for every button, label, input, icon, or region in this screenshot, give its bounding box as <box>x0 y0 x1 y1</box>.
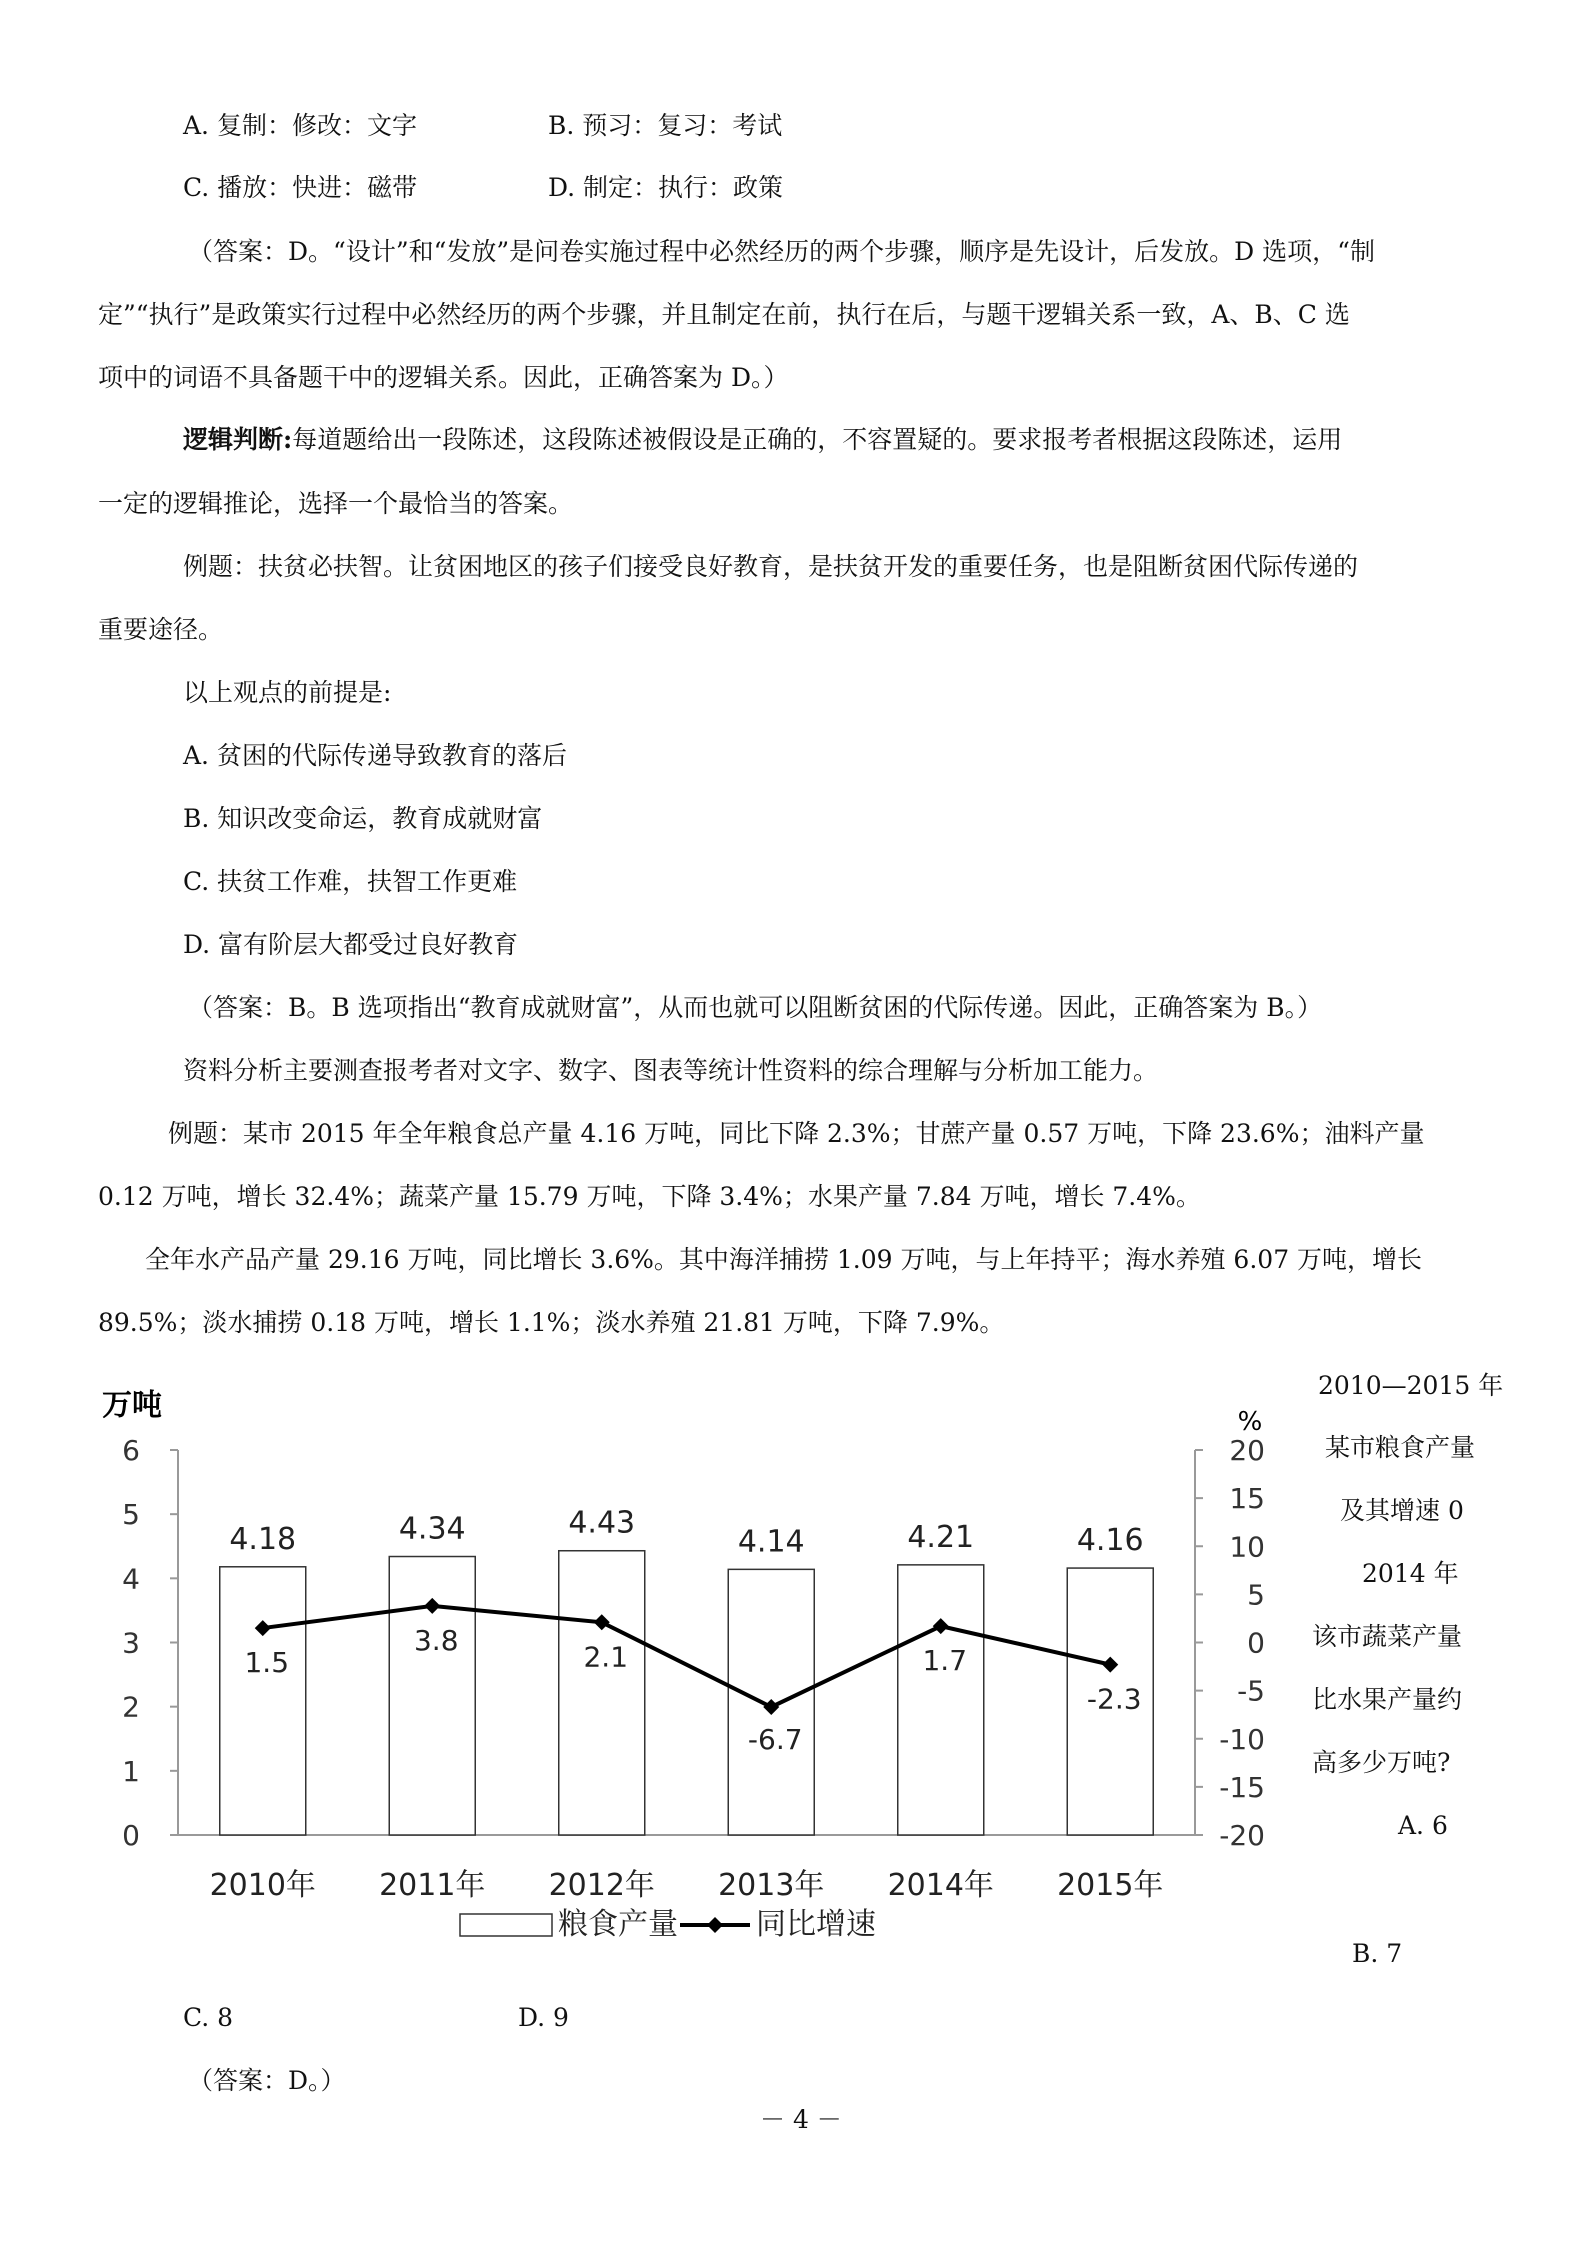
q1-answer-line3: 项中的词语不具备题干中的逻辑关系。因此，正确答案为 D。） <box>98 363 789 392</box>
side-question-line6: 比水果产量约 <box>1312 1685 1463 1714</box>
logic-intro-line1: 每道题给出一段陈述，这段陈述被假设是正确的，不容置疑的。要求报考者根据这段陈述，运用 <box>292 425 1343 454</box>
q1-option-b: B. 预习：复习：考试 <box>548 111 783 140</box>
chart-svg <box>90 1375 1265 1975</box>
x-tick-label: 2012年 <box>548 1868 655 1903</box>
legend-line-marker <box>707 1917 723 1933</box>
y-left-tick-label: 6 <box>122 1434 140 1467</box>
bar-grain-production <box>220 1567 306 1835</box>
y-left-tick-label: 0 <box>122 1819 140 1852</box>
side-question-line4: 2014 年 <box>1362 1559 1459 1588</box>
growth-rate-label: 1.7 <box>922 1644 968 1678</box>
growth-rate-label: 2.1 <box>583 1640 629 1674</box>
bar-value-label: 4.34 <box>398 1511 466 1547</box>
bar-value-label: 4.21 <box>907 1519 975 1555</box>
logic-option-a: A. 贫困的代际传递导致教育的落后 <box>183 741 567 770</box>
data-option-d: D. 9 <box>518 2003 569 2032</box>
y-axis-right-label: % <box>1237 1407 1263 1437</box>
q1-answer-line1: （答案：D。“设计”和“发放”是问卷实施过程中必然经历的两个步骤，顺序是先设计，后发放。D 选项，“制 <box>188 237 1375 266</box>
bar-value-label: 4.43 <box>568 1505 636 1541</box>
logic-heading: 逻辑判断: <box>183 425 293 454</box>
growth-rate-label: 1.5 <box>244 1646 290 1680</box>
data-example-line1: 例题：某市 2015 年全年粮食总产量 4.16 万吨，同比下降 2.3%；甘蔗产量 0.57 万吨，下降 23.6%；油料产量 <box>168 1119 1425 1148</box>
data-analysis-intro: 资料分析主要测查报考者对文字、数字、图表等统计性资料的综合理解与分析加工能力。 <box>183 1056 1159 1085</box>
y-right-tick-label: 5 <box>1247 1578 1265 1612</box>
x-tick-label: 2013年 <box>718 1868 825 1903</box>
x-tick-label: 2011年 <box>379 1868 486 1903</box>
bar-value-label: 4.16 <box>1076 1523 1144 1559</box>
y-right-tick-label: 15 <box>1229 1482 1265 1516</box>
y-right-tick-label: -15 <box>1219 1770 1265 1804</box>
data-example-line2: 0.12 万吨，增长 32.4%；蔬菜产量 15.79 万吨，下降 3.4%；水果产量 7.84 万吨，增长 7.4%。 <box>98 1182 1201 1211</box>
y-left-tick-label: 4 <box>122 1562 140 1596</box>
q1-option-c: C. 播放：快进：磁带 <box>183 173 418 202</box>
bar-value-label: 4.18 <box>229 1521 297 1557</box>
legend-line-label: 同比增速 <box>756 1907 876 1942</box>
growth-rate-label: -6.7 <box>747 1722 803 1756</box>
y-right-tick-label: -20 <box>1219 1819 1265 1852</box>
y-left-tick-label: 1 <box>122 1754 140 1788</box>
q1-option-a: A. 复制：修改：文字 <box>183 111 417 140</box>
bar-grain-production <box>898 1565 984 1835</box>
q1-answer-line2: 定”“执行”是政策实行过程中必然经历的两个步骤，并且制定在前，执行在后，与题干逻辑关系一致，A、B、C 选 <box>98 300 1350 329</box>
data-option-a: A. 6 <box>1398 1811 1448 1840</box>
y-axis-left-label: 万吨 <box>102 1388 162 1423</box>
data-example-line3: 全年水产品产量 29.16 万吨，同比增长 3.6%。其中海洋捕捞 1.09 万吨，与上年持平；海水养殖 6.07 万吨，增长 <box>145 1245 1423 1274</box>
x-tick-label: 2014年 <box>887 1868 994 1903</box>
side-question-line2: 某市粮食产量 <box>1325 1433 1476 1462</box>
page-number: － 4 － <box>760 2105 842 2134</box>
logic-answer: （答案：B。B 选项指出“教育成就财富”，从而也就可以阻断贫困的代际传递。因此，正确答案为 B。） <box>188 993 1323 1022</box>
data-answer: （答案：D。） <box>188 2066 346 2095</box>
bar-value-label: 4.14 <box>737 1524 805 1560</box>
logic-paragraph <box>183 424 1342 456</box>
growth-rate-label: -2.3 <box>1086 1682 1142 1716</box>
data-option-c: C. 8 <box>183 2003 234 2032</box>
logic-question: 以上观点的前提是: <box>183 678 392 707</box>
bar-grain-production <box>559 1551 645 1835</box>
logic-example-line1: 例题：扶贫必扶智。让贫困地区的孩子们接受良好教育，是扶贫开发的重要任务，也是阻断贫困代际传递的 <box>183 552 1359 581</box>
y-left-tick-label: 2 <box>122 1690 140 1724</box>
growth-rate-label: 3.8 <box>413 1623 459 1657</box>
logic-example-line2: 重要途径。 <box>98 615 224 644</box>
logic-option-d: D. 富有阶层大都受过良好教育 <box>183 930 519 959</box>
side-question-line1: 2010—2015 年 <box>1318 1371 1504 1400</box>
data-option-b: B. 7 <box>1352 1939 1403 1968</box>
y-right-tick-label: 0 <box>1247 1626 1265 1660</box>
y-left-tick-label: 5 <box>122 1498 140 1532</box>
logic-option-c: C. 扶贫工作难，扶智工作更难 <box>183 867 518 896</box>
logic-intro-line2: 一定的逻辑推论，选择一个最恰当的答案。 <box>98 489 574 518</box>
side-question-line5: 该市蔬菜产量 <box>1312 1622 1463 1651</box>
side-question-line7: 高多少万吨? <box>1312 1748 1451 1777</box>
legend-bar-label: 粮食产量 <box>558 1907 678 1942</box>
y-left-tick-label: 3 <box>122 1626 140 1660</box>
y-right-tick-label: 10 <box>1229 1530 1265 1564</box>
legend-bar-swatch <box>460 1914 552 1936</box>
side-question-line3: 及其增速 0 <box>1340 1496 1464 1525</box>
y-right-tick-label: -5 <box>1237 1674 1265 1708</box>
y-right-tick-label: -10 <box>1219 1722 1265 1756</box>
x-tick-label: 2015年 <box>1057 1868 1164 1903</box>
grain-production-chart <box>90 1375 1265 1975</box>
data-example-line4: 89.5%；淡水捕捞 0.18 万吨，增长 1.1%；淡水养殖 21.81 万吨，下降 7.9%。 <box>98 1308 1005 1337</box>
q1-option-d: D. 制定：执行：政策 <box>548 173 784 202</box>
x-tick-label: 2010年 <box>209 1868 316 1903</box>
logic-option-b: B. 知识改变命运，教育成就财富 <box>183 804 543 833</box>
y-right-tick-label: 20 <box>1229 1434 1265 1467</box>
